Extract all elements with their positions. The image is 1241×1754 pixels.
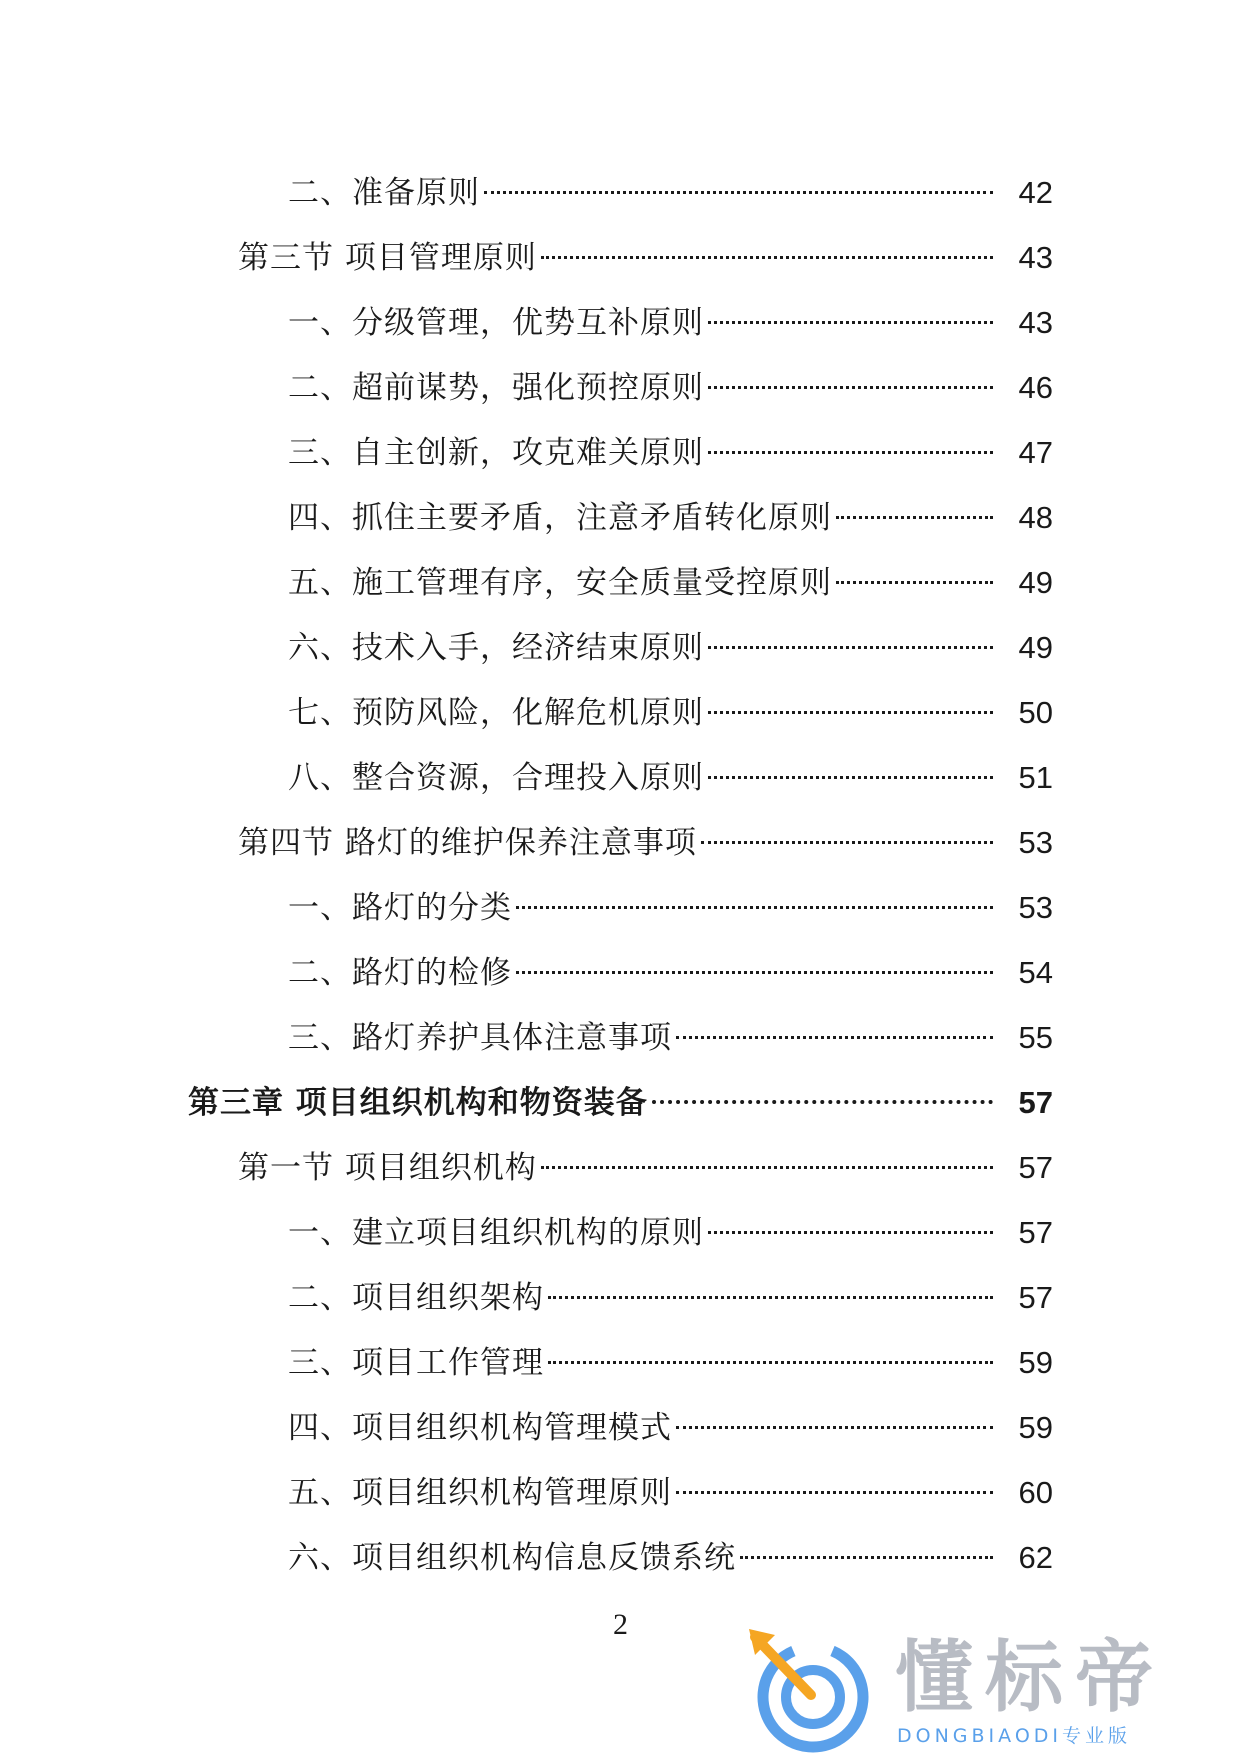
toc-entry-page: 53	[1018, 825, 1053, 860]
toc-entry-label: 四、抓住主要矛盾，注意矛盾转化原则	[288, 500, 832, 536]
toc-entry-label: 第三章 项目组织机构和物资装备	[188, 1085, 648, 1121]
toc-entry-label: 一、建立项目组织机构的原则	[288, 1215, 704, 1251]
toc-entry-page: 60	[1018, 1475, 1053, 1510]
toc-dot-leader	[516, 906, 993, 909]
watermark	[745, 1625, 1241, 1754]
target-arrow-icon	[745, 1625, 875, 1754]
toc-entry-section[interactable]	[0, 1135, 1241, 1200]
toc-dot-leader	[708, 711, 993, 714]
toc-entry-label: 一、路灯的分类	[288, 890, 512, 926]
toc-entry-label: 第一节 项目组织机构	[238, 1150, 537, 1186]
toc-entry-page: 42	[1018, 175, 1053, 210]
toc-entry-page: 47	[1018, 435, 1053, 470]
toc-entry-page: 59	[1018, 1410, 1053, 1445]
toc-entry-page: 49	[1018, 630, 1053, 665]
toc-entry-label: 八、整合资源，合理投入原则	[288, 760, 704, 796]
toc-entry-label: 六、技术入手，经济结束原则	[288, 630, 704, 666]
toc-entry-item[interactable]	[0, 1330, 1241, 1395]
toc-dot-leader	[708, 776, 993, 779]
toc-dot-leader	[548, 1361, 993, 1364]
toc-entry-label: 二、准备原则	[288, 175, 480, 211]
toc-entry-label: 三、项目工作管理	[288, 1345, 544, 1381]
toc-entry-chapter[interactable]	[0, 1070, 1241, 1135]
toc-entry-page: 59	[1018, 1345, 1053, 1380]
toc-entry-item[interactable]	[0, 940, 1241, 1005]
toc-entry-label: 七、预防风险，化解危机原则	[288, 695, 704, 731]
toc-entry-page: 57	[1018, 1215, 1053, 1250]
toc-entry-section[interactable]	[0, 810, 1241, 875]
toc-entry-label: 第三节 项目管理原则	[238, 240, 537, 276]
toc-entry-item[interactable]	[0, 1200, 1241, 1265]
toc-entry-page: 57	[1018, 1085, 1053, 1120]
toc-entry-page: 43	[1018, 240, 1053, 275]
watermark-brand-sub: DONGBIAODI专业版	[897, 1725, 1132, 1747]
toc-entry-item[interactable]	[0, 875, 1241, 940]
toc-entry-label: 二、项目组织架构	[288, 1280, 544, 1316]
toc-dot-leader	[836, 581, 993, 584]
page-number: 2	[613, 1608, 628, 1641]
toc-entry-label: 三、路灯养护具体注意事项	[288, 1020, 672, 1056]
toc-dot-leader	[708, 321, 993, 324]
toc-dot-leader	[541, 1166, 993, 1169]
toc-dot-leader	[652, 1100, 993, 1104]
toc-entry-page: 57	[1018, 1280, 1053, 1315]
toc-dot-leader	[541, 256, 993, 259]
toc-dot-leader	[701, 841, 993, 844]
toc-entry-item[interactable]	[0, 1525, 1241, 1590]
toc-entry-item[interactable]	[0, 420, 1241, 485]
toc-dot-leader	[548, 1296, 993, 1299]
toc-entry-page: 46	[1018, 370, 1053, 405]
toc-entry-item[interactable]	[0, 550, 1241, 615]
toc-entry-page: 55	[1018, 1020, 1053, 1055]
toc-dot-leader	[740, 1556, 993, 1559]
toc-entry-page: 57	[1018, 1150, 1053, 1185]
toc-dot-leader	[484, 191, 993, 194]
toc-entry-label: 三、自主创新，攻克难关原则	[288, 435, 704, 471]
toc-entry-label: 二、超前谋势，强化预控原则	[288, 370, 704, 406]
toc-entry-page: 51	[1018, 760, 1053, 795]
toc-dot-leader	[708, 451, 993, 454]
toc-dot-leader	[676, 1036, 993, 1039]
toc-entry-page: 43	[1018, 305, 1053, 340]
toc-entry-item[interactable]	[0, 355, 1241, 420]
toc-entry-section[interactable]	[0, 225, 1241, 290]
toc-dot-leader	[676, 1426, 993, 1429]
toc-entry-item[interactable]	[0, 680, 1241, 745]
toc-entry-item[interactable]	[0, 485, 1241, 550]
toc-entry-label: 五、项目组织机构管理原则	[288, 1475, 672, 1511]
toc-entry-label: 四、项目组织机构管理模式	[288, 1410, 672, 1446]
toc-entry-item[interactable]	[0, 290, 1241, 355]
watermark-brand: 懂标帝	[895, 1633, 1166, 1723]
toc-entry-label: 五、施工管理有序，安全质量受控原则	[288, 565, 832, 601]
toc-entry-label: 第四节 路灯的维护保养注意事项	[238, 825, 697, 861]
toc-entry-page: 49	[1018, 565, 1053, 600]
table-of-contents	[0, 160, 1241, 1590]
toc-entry-item[interactable]	[0, 745, 1241, 810]
toc-dot-leader	[836, 516, 993, 519]
toc-entry-item[interactable]	[0, 1395, 1241, 1460]
toc-dot-leader	[516, 971, 993, 974]
toc-entry-label: 二、路灯的检修	[288, 955, 512, 991]
toc-entry-item[interactable]	[0, 160, 1241, 225]
toc-entry-page: 54	[1018, 955, 1053, 990]
toc-entry-page: 48	[1018, 500, 1053, 535]
toc-entry-item[interactable]	[0, 1005, 1241, 1070]
toc-entry-item[interactable]	[0, 1265, 1241, 1330]
toc-entry-page: 50	[1018, 695, 1053, 730]
toc-entry-item[interactable]	[0, 615, 1241, 680]
toc-dot-leader	[708, 386, 993, 389]
toc-entry-label: 一、分级管理，优势互补原则	[288, 305, 704, 341]
toc-dot-leader	[708, 646, 993, 649]
toc-dot-leader	[676, 1491, 993, 1494]
toc-entry-page: 53	[1018, 890, 1053, 925]
toc-entry-label: 六、项目组织机构信息反馈系统	[288, 1540, 736, 1576]
toc-dot-leader	[708, 1231, 993, 1234]
toc-entry-page: 62	[1018, 1540, 1053, 1575]
toc-entry-item[interactable]	[0, 1460, 1241, 1525]
